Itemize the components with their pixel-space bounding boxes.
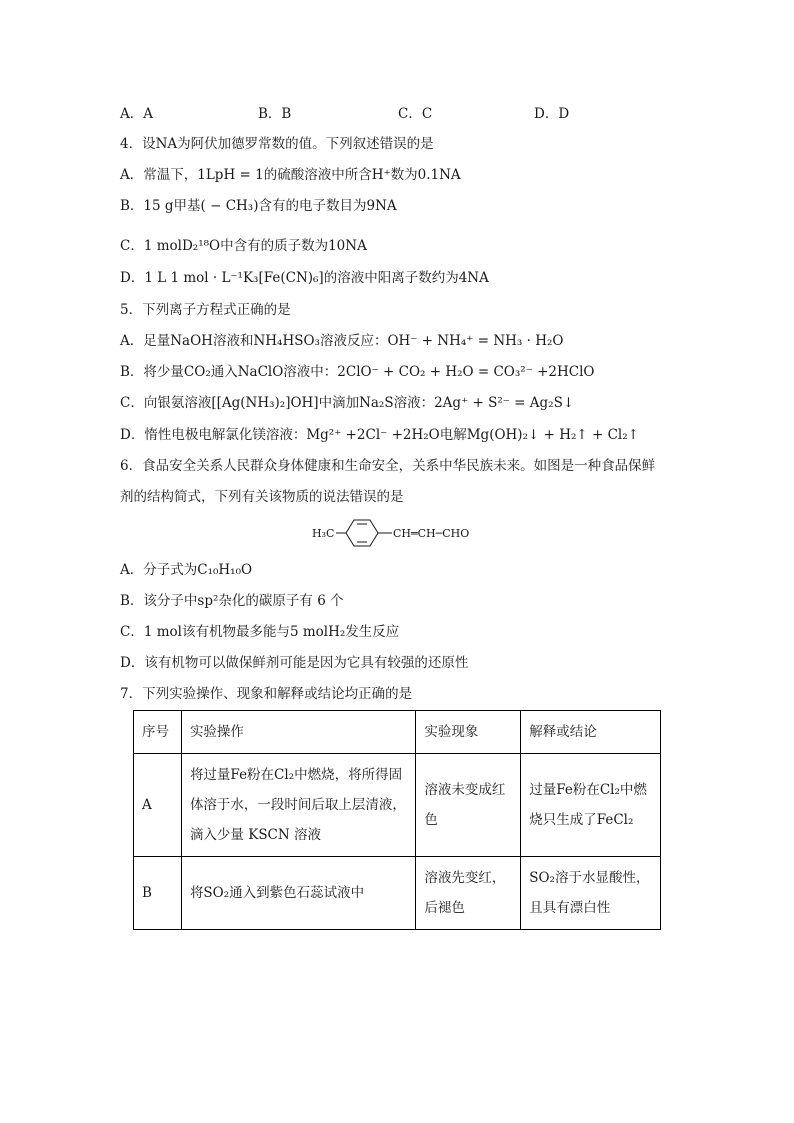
q6-option-b: B．该分子中sp²杂化的碳原子有 6 个 <box>120 593 344 609</box>
q5-option-c: C．向银氨溶液[[Ag(NH₃)₂]OH]中滴加Na₂S溶液：2Ag⁺ + S²⁻ = Ag₂S↓ <box>120 395 575 411</box>
q5-option-d: D．惰性电极电解氯化镁溶液：Mg²⁺ +2Cl⁻ +2H₂O电解Mg(OH)₂↓ + H₂↑ + Cl₂↑ <box>120 427 639 443</box>
q4-option-c: C．1 molD₂¹⁸O中含有的质子数为10NA <box>120 238 367 254</box>
row-conclusion: SO₂溶于水显酸性， 且具有漂白性 <box>521 857 661 930</box>
q4-option-d: D．1 L 1 mol · L⁻¹K₃[Fe(CN)₆]的溶液中阳离子数约为4NA <box>120 270 489 286</box>
header-conclusion: 解释或结论 <box>521 711 661 754</box>
header-id: 序号 <box>134 711 182 754</box>
q4-stem: 4．设NA为阿伏加德罗常数的值。下列叙述错误的是 <box>120 136 434 152</box>
row-operation: 将SO₂通入到紫色石蕊试液中 <box>181 857 415 930</box>
q5-option-a: A．足量NaOH溶液和NH₄HSO₃溶液反应：OH⁻ + NH₄⁺ = NH₃ · H₂O <box>120 333 564 349</box>
q6-option-d: D．该有机物可以做保鲜剂可能是因为它具有较强的还原性 <box>120 655 469 671</box>
row-id: B <box>134 857 182 930</box>
table-row <box>134 754 661 857</box>
q3-option-b: B．B <box>258 106 292 122</box>
q3-options <box>120 102 680 122</box>
row-phenomenon: 溶液先变红， 后褪色 <box>416 857 521 930</box>
q3-option-a: A．A <box>120 106 153 122</box>
header-operation: 实验操作 <box>181 711 415 754</box>
q5-option-b: B．将少量CO₂通入NaClO溶液中：2ClO⁻ + CO₂ + H₂O = CO₃²⁻ +2HClO <box>120 364 595 380</box>
q6-stem-line1: 6．食品安全关系人民群众身体健康和生命安全，关系中华民族未来。如图是一种食品保鲜 <box>120 458 656 474</box>
q6-stem-line2: 剂的结构简式，下列有关该物质的说法错误的是 <box>120 489 404 505</box>
q3-option-c: C．C <box>398 106 433 122</box>
experiment-table <box>133 710 661 930</box>
q6-option-c: C．1 mol该有机物最多能与5 molH₂发生反应 <box>120 624 400 640</box>
structure-chain-label: CH═CH─CHO <box>393 527 470 540</box>
q4-option-a: A．常温下，1LpH = 1的硫酸溶液中所含H⁺数为0.1NA <box>120 167 461 183</box>
table-header-row <box>134 711 661 754</box>
q6-option-a: A．分子式为C₁₀H₁₀O <box>120 562 253 578</box>
row-conclusion: 过量Fe粉在Cl₂中燃 烧只生成了FeCl₂ <box>521 754 661 857</box>
q7-stem: 7．下列实验操作、现象和解释或结论均正确的是 <box>120 686 413 702</box>
header-phenomenon: 实验现象 <box>416 711 521 754</box>
q3-option-d: D．D <box>534 106 570 122</box>
structure-methyl-label: H₃C <box>312 527 335 540</box>
row-phenomenon: 溶液未变成红 色 <box>416 754 521 857</box>
row-id: A <box>134 754 182 857</box>
table-row <box>134 857 661 930</box>
q5-stem: 5．下列离子方程式正确的是 <box>120 302 291 318</box>
row-operation: 将过量Fe粉在Cl₂中燃烧，将所得固 体溶于水，一段时间后取上层清液， 滴入少量 KSCN 溶液 <box>181 754 415 857</box>
chemical-structure <box>310 518 490 548</box>
q4-option-b: B．15 g甲基( − CH₃)含有的电子数目为9NA <box>120 198 397 214</box>
